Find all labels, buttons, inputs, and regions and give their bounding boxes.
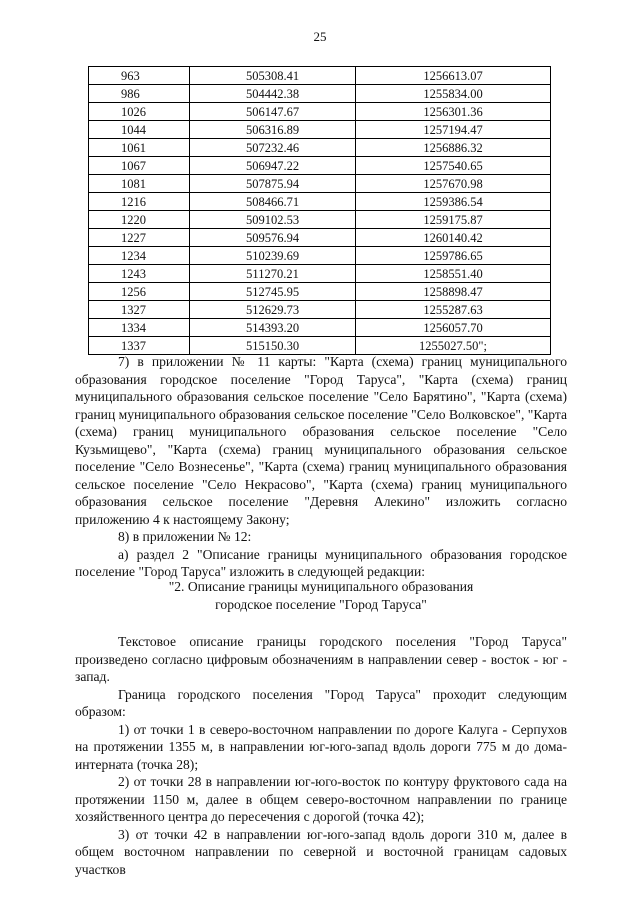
y-coordinate-cell: 1259175.87 bbox=[356, 211, 551, 229]
y-coordinate-cell: 1258898.47 bbox=[356, 283, 551, 301]
table-row bbox=[89, 265, 551, 283]
point-number-cell: 963 bbox=[89, 67, 190, 85]
x-coordinate-cell: 506316.89 bbox=[190, 121, 356, 139]
x-coordinate-cell: 505308.41 bbox=[190, 67, 356, 85]
x-coordinate-cell: 512629.73 bbox=[190, 301, 356, 319]
paragraph-point-2: 2) от точки 28 в направлении юг-юго-восток по контуру фруктового сада на протяжении 1150 м, далее в общем северо-восточном направлении по границе хозяйственного центра до пересечения с дорогой (точка 42); bbox=[75, 774, 567, 824]
table-row bbox=[89, 157, 551, 175]
point-number-cell: 1067 bbox=[89, 157, 190, 175]
paragraph-item-7: 7) в приложении № 11 карты: "Карта (схема) границ муниципального образования городское поселение "Город Таруса", "Карта (схема) границ муниципального образования сельское поселение "Село Барятино", "Карта (схема) границ муниципального образования сельское поселение "Село Волковское", "Карта (схема) границ муниципального образования сельское поселение "Село Кузьмищево", "Карта (схема) границ муниципального образования сельское поселение "Село Вознесенье", "Карта (схема) границ муниципального образования сельское поселение "Село Некрасово", "Карта (схема) границ муниципального образования сельское поселение "Деревня Алекино" изложить согласно приложению 4 к настоящему Закону; bbox=[75, 354, 567, 527]
y-coordinate-cell: 1260140.42 bbox=[356, 229, 551, 247]
coordinates-table bbox=[88, 66, 551, 355]
table-row bbox=[89, 211, 551, 229]
y-coordinate-cell: 1257540.65 bbox=[356, 157, 551, 175]
point-number-cell: 1216 bbox=[89, 193, 190, 211]
paragraph-border-intro: Граница городского поселения "Город Таруса" проходит следующим образом: bbox=[75, 686, 567, 719]
section-heading-line-2: городское поселение "Город Таруса" bbox=[215, 597, 427, 612]
table-row bbox=[89, 229, 551, 247]
paragraph-point-1: 1) от точки 1 в северо-восточном направлении по дороге Калуга - Серпухов на протяжении 1355 м, в направлении юг-юго-запад вдоль дороги 775 м до дома-интерната (точка 28); bbox=[75, 721, 567, 772]
point-number-cell: 1026 bbox=[89, 103, 190, 121]
y-coordinate-cell: 1256057.70 bbox=[356, 319, 551, 337]
point-number-cell: 1061 bbox=[89, 139, 190, 157]
page-number: 25 bbox=[313, 29, 327, 44]
paragraph-point-3: 3) от точки 42 в направлении юг-юго-запад вдоль дороги 310 м, далее в общем восточном направлении по северной и восточной границам садовых участков bbox=[75, 826, 567, 877]
table-row bbox=[89, 283, 551, 301]
table-row bbox=[89, 175, 551, 193]
description-text-block bbox=[75, 633, 567, 878]
table-row bbox=[89, 319, 551, 337]
paragraph-item-8: 8) в приложении № 12: bbox=[118, 529, 252, 544]
x-coordinate-cell: 507232.46 bbox=[190, 139, 356, 157]
table-row bbox=[89, 337, 551, 355]
paragraph-text-description: Текстовое описание границы городского поселения "Город Таруса" произведено согласно цифровым обозначениям в направлении север - восток - юг - запад. bbox=[75, 634, 567, 684]
section-heading-line-1: "2. Описание границы муниципального образования bbox=[168, 579, 474, 594]
point-number-cell: 1227 bbox=[89, 229, 190, 247]
y-coordinate-cell: 1257194.47 bbox=[356, 121, 551, 139]
point-number-cell: 1044 bbox=[89, 121, 190, 139]
x-coordinate-cell: 509576.94 bbox=[190, 229, 356, 247]
y-coordinate-cell: 1257670.98 bbox=[356, 175, 551, 193]
x-coordinate-cell: 514393.20 bbox=[190, 319, 356, 337]
x-coordinate-cell: 506147.67 bbox=[190, 103, 356, 121]
x-coordinate-cell: 504442.38 bbox=[190, 85, 356, 103]
point-number-cell: 1234 bbox=[89, 247, 190, 265]
coordinates-table-body bbox=[89, 67, 551, 355]
table-row bbox=[89, 85, 551, 103]
x-coordinate-cell: 511270.21 bbox=[190, 265, 356, 283]
x-coordinate-cell: 507875.94 bbox=[190, 175, 356, 193]
table-row bbox=[89, 103, 551, 121]
table-row bbox=[89, 121, 551, 139]
y-coordinate-cell: 1255027.50"; bbox=[356, 337, 551, 355]
table-row bbox=[89, 193, 551, 211]
point-number-cell: 1337 bbox=[89, 337, 190, 355]
point-number-cell: 1220 bbox=[89, 211, 190, 229]
y-coordinate-cell: 1256613.07 bbox=[356, 67, 551, 85]
y-coordinate-cell: 1255834.00 bbox=[356, 85, 551, 103]
table-row bbox=[89, 67, 551, 85]
x-coordinate-cell: 508466.71 bbox=[190, 193, 356, 211]
amendment-text-block bbox=[75, 353, 567, 581]
x-coordinate-cell: 510239.69 bbox=[190, 247, 356, 265]
y-coordinate-cell: 1256886.32 bbox=[356, 139, 551, 157]
table-row bbox=[89, 247, 551, 265]
point-number-cell: 1256 bbox=[89, 283, 190, 301]
y-coordinate-cell: 1258551.40 bbox=[356, 265, 551, 283]
y-coordinate-cell: 1256301.36 bbox=[356, 103, 551, 121]
x-coordinate-cell: 512745.95 bbox=[190, 283, 356, 301]
point-number-cell: 1334 bbox=[89, 319, 190, 337]
point-number-cell: 1081 bbox=[89, 175, 190, 193]
x-coordinate-cell: 515150.30 bbox=[190, 337, 356, 355]
table-row bbox=[89, 301, 551, 319]
x-coordinate-cell: 506947.22 bbox=[190, 157, 356, 175]
y-coordinate-cell: 1259386.54 bbox=[356, 193, 551, 211]
point-number-cell: 1243 bbox=[89, 265, 190, 283]
y-coordinate-cell: 1255287.63 bbox=[356, 301, 551, 319]
point-number-cell: 1327 bbox=[89, 301, 190, 319]
y-coordinate-cell: 1259786.65 bbox=[356, 247, 551, 265]
table-row bbox=[89, 139, 551, 157]
point-number-cell: 986 bbox=[89, 85, 190, 103]
paragraph-item-8a: а) раздел 2 "Описание границы муниципального образования городское поселение "Город Таруса" изложить в следующей редакции: bbox=[75, 546, 567, 579]
x-coordinate-cell: 509102.53 bbox=[190, 211, 356, 229]
section-heading bbox=[75, 578, 567, 614]
